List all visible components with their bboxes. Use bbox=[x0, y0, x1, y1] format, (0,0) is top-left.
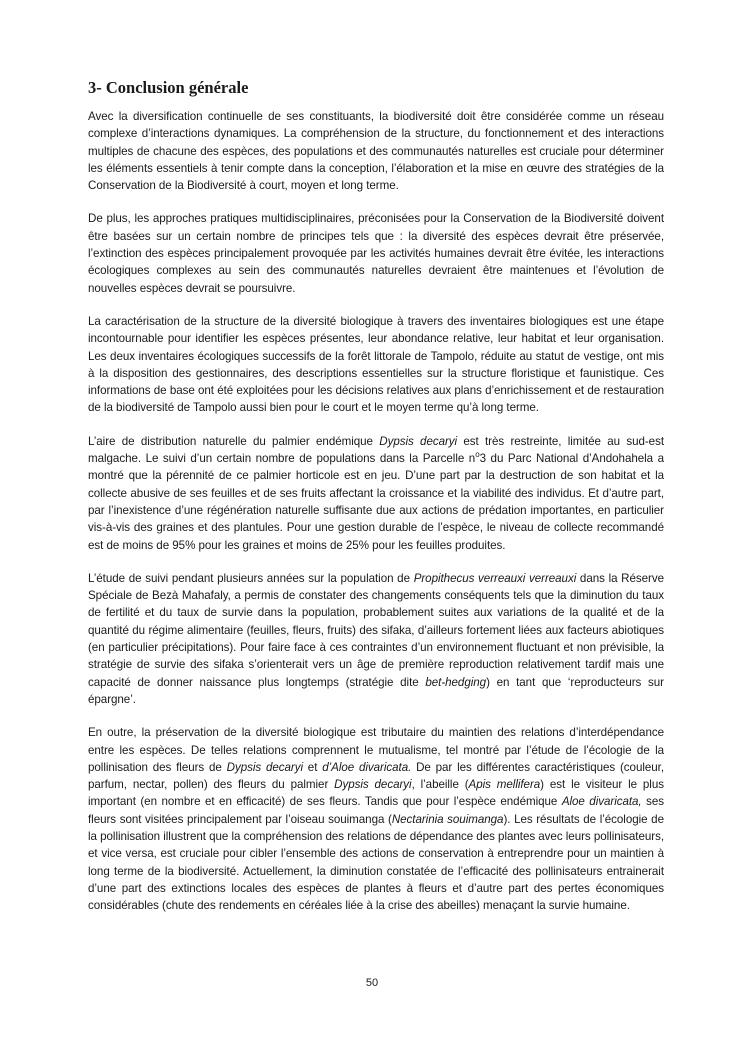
italic-term: Propithecus verreauxi verreauxi bbox=[413, 571, 577, 585]
italic-term: Aloe divaricata, bbox=[561, 795, 642, 809]
italic-term: d’Aloe divaricata. bbox=[322, 760, 412, 774]
section-heading: 3- Conclusion générale bbox=[88, 78, 249, 97]
italic-term: Dypsis decaryi bbox=[334, 778, 412, 792]
paragraph: La caractérisation de la structure de la diversité biologique à travers des inventaires biologiques est une étape incontournable pour identifier les espèces présentes, leur abondance relative, leur habitat et leur organisation. Les deux inventaires écologiques successifs de la forêt littorale de Tampolo, réduite au statut de vestige, ont mis à la disposition des gestionnaires, des descriptions essentielles sur la structure floristique et faunistique. Ces informations de base ont été exploitées pour les décisions relatives aux plans d’enrichissement et de restauration de la biodiversité de Tampolo aussi bien pour le court et le moyen terme qu’à long terme. bbox=[88, 314, 664, 415]
paragraph: L’aire de distribution naturelle du palmier endémique Dypsis decaryi est très restreinte, limitée au sud-est malgache. Le suivi d’un certain nombre de populations dans la Parcelle $n^o3$ du Parc National d’Andohahela a montré que la pérennité de ce palmier horticole est en jeu. D’une part par la destruction de son habitat et la collecte abusive de ses feuilles et de ses fruits affectant la croissance et la viabilité des individus. Et d’autre part, par l’inexistence d’une régénération naturelle suffisante due aux actions de prédation importantes, en particulier vis-à-vis des graines et des plantules. Pour une gestion durable de l’espèce, le niveau de collecte recommandé est de moins de 95% pour les graines et moins de 25% pour les feuilles produites. bbox=[88, 434, 664, 552]
page-number: 50 bbox=[365, 977, 379, 989]
paragraph: De plus, les approches pratiques multidisciplinaires, préconisées pour la Conservation de la Biodiversité doivent être basées sur un certain nombre de principes tels que : la diversité des espèces devrait être préservée, l’extinction des espèces principalement provoquée par les activités humaines devrait être évitée, les interactions écologiques complexes au sein des communautés naturelles devraient être maintenues et l’évolution de nouvelles espèces devrait se poursuivre. bbox=[88, 212, 664, 295]
document-page bbox=[88, 78, 664, 930]
paragraph: Avec la diversification continuelle de ses constituants, la biodiversité doit être considérée comme un réseau complexe d’interactions dynamiques. La compréhension de la structure, du fonctionnement et des interactions multiples de chacune des espèces, des populations et des communautés naturelles est cruciale pour déterminer les éléments essentiels à tenir compte dans la conception, l’élaboration et la mise en œuvre des stratégies de la Conservation de la Biodiversité à court, moyen et long terme. bbox=[88, 110, 664, 193]
paragraph: En outre, la préservation de la diversité biologique est tributaire du maintien des relations d’interdépendance entre les espèces. De telles relations comprennent le mutualisme, tel montré par l’étude de l’écologie de la pollinisation des fleurs de Dypsis decaryi et d’Aloe divaricata. De par les différentes caractéristiques (couleur, parfum, nectar, pollen) des fleurs du palmier Dypsis decaryi, l’abeille (Apis mellifera) est le visiteur le plus important (en nombre et en efficacité) de ses fleurs. Tandis que pour l’espèce endémique Aloe divaricata, ses fleurs sont visitées principalement par l’oiseau souimanga (Nectarinia souimanga). Les résultats de l’écologie de la pollinisation illustrent que la compréhension des relations de dépendance des plantes avec leurs pollinisateurs, et vice versa, est cruciale pour cibler l’ensemble des actions de conservation à entreprendre pour un maintien à long terme de la biodiversité. Actuellement, la diminution constatée de l’efficacité des pollinisateurs entrainerait d’une part des extinctions locales des espèces de plantes à fleurs et d’autre part des pertes économiques considérables (chute des rendements en céréales liée à la crise des abeilles) menaçant la survie humaine. bbox=[88, 726, 665, 913]
italic-term: Nectarinia souimanga bbox=[391, 812, 504, 826]
italic-term: Dypsis decaryi bbox=[226, 760, 303, 774]
italic-term: Apis mellifera bbox=[468, 778, 541, 792]
superscript: o bbox=[475, 450, 480, 460]
italic-term: Dypsis decaryi bbox=[379, 434, 458, 448]
italic-term: bet-hedging bbox=[425, 675, 487, 689]
paragraph: L’étude de suivi pendant plusieurs années sur la population de Propithecus verreauxi verreauxi dans la Réserve Spéciale de Bezà Mahafaly, a permis de constater des changements conséquents tels que la diminution du taux de fertilité et du taux de survie dans la population, probablement suites aux variations de la qualité et de la quantité du régime alimentaire (feuilles, fleurs, fruits) des sifaka, d’ailleurs fortement liées aux facteurs abiotiques (en particulier précipitations). Pour faire face à ces contraintes d’un environnement fluctuant et non prévisible, la stratégie de survie des sifaka s’orienterait vers un âge de première reproduction relativement tardif mais une capacité de donner naissance plus longtemps (stratégie dite bet-hedging) en tant que ‘reproducteurs sur épargne’. bbox=[88, 571, 665, 706]
